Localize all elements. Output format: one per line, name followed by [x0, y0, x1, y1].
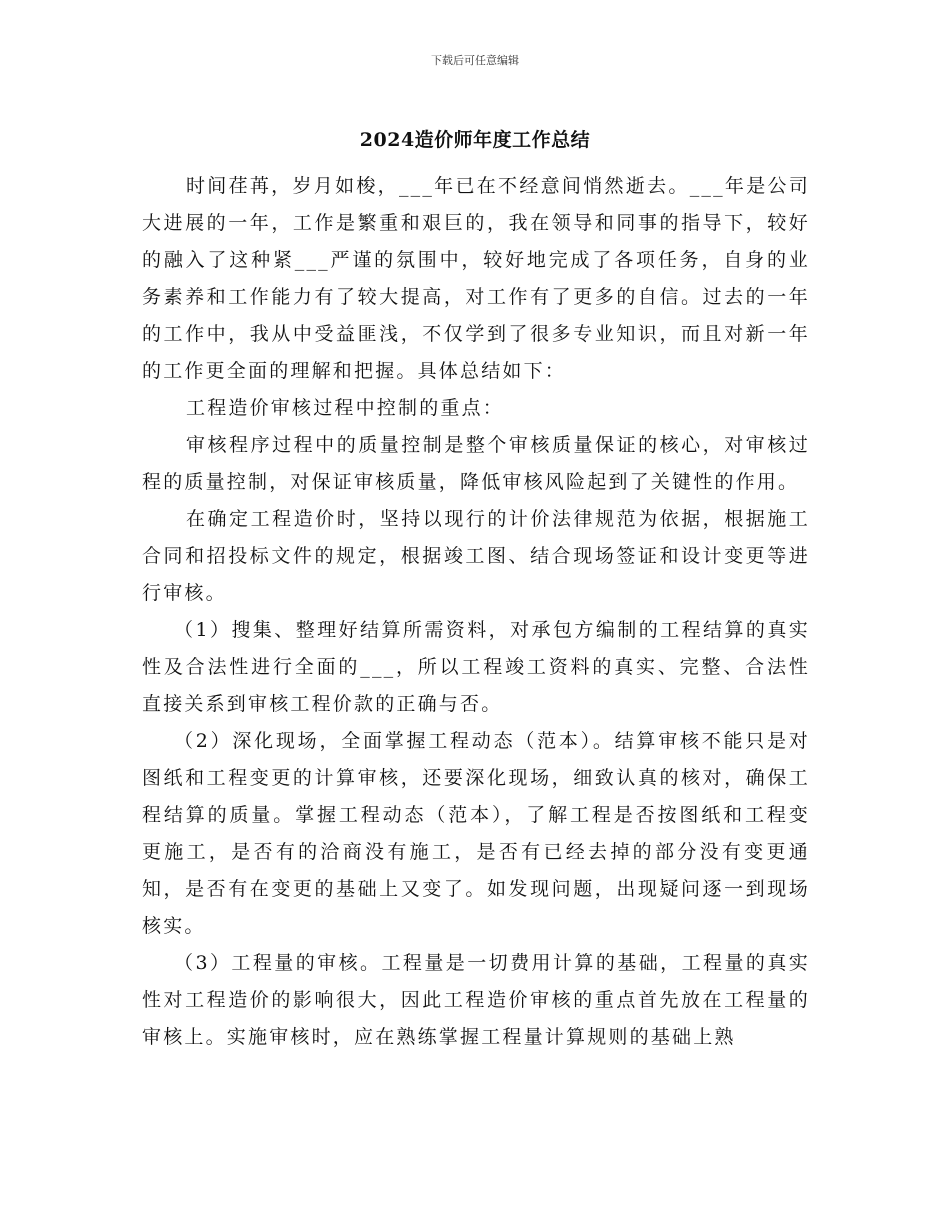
paragraph-quality-control: 审核程序过程中的质量控制是整个审核质量保证的核心，对审核过程的质量控制，对保证审核质量，降低审核风险起到了关键性的作用。: [142, 434, 810, 493]
document-title: 2024造价师年度工作总结: [359, 129, 591, 151]
page-header: 下载后可任意编辑: [431, 54, 519, 67]
paragraph-item-3: （3）工程量的审核。工程量是一切费用计算的基础，工程量的真实性对工程造价的影响很大，因此工程造价审核的重点首先放在工程量的审核上。实施审核时，应在熟练掌握工程量计算规则的基础上熟: [142, 952, 810, 1048]
paragraph-review-focus-heading: 工程造价审核过程中控制的重点：: [186, 397, 505, 419]
paragraph-pricing-basis: 在确定工程造价时，坚持以现行的计价法律规范为依据，根据施工合同和招投标文件的规定，根据竣工图、结合现场签证和设计变更等进行审核。: [142, 508, 810, 604]
paragraph-item-2: （2）深化现场，全面掌握工程动态（范本）。结算审核不能只是对图纸和工程变更的计算审核，还要深化现场，细致认真的核对，确保工程结算的质量。掌握工程动态（范本），了解工程是否按图纸和工程变更施工，是否有的洽商没有施工，是否有已经去掉的部分没有变更通知，是否有在变更的基础上又变了。如发现问题，出现疑问逐一到现场核实。: [142, 730, 810, 937]
document-body: [142, 168, 810, 1056]
paragraph-item-1: （1）搜集、整理好结算所需资料，对承包方编制的工程结算的真实性及合法性进行全面的___，所以工程竣工资料的真实、完整、合法性直接关系到审核工程价款的正确与否。: [142, 619, 810, 715]
paragraph-intro: 时间荏苒，岁月如梭，___年已在不经意间悄然逝去。___年是公司大进展的一年，工作是繁重和艰巨的，我在领导和同事的指导下，较好的融入了这种紧___严谨的氛围中，较好地完成了各项任务，自身的业务素养和工作能力有了较大提高，对工作有了更多的自信。过去的一年的工作中，我从中受益匪浅，不仅学到了很多专业知识，而且对新一年的工作更全面的理解和把握。具体总结如下：: [142, 175, 810, 382]
